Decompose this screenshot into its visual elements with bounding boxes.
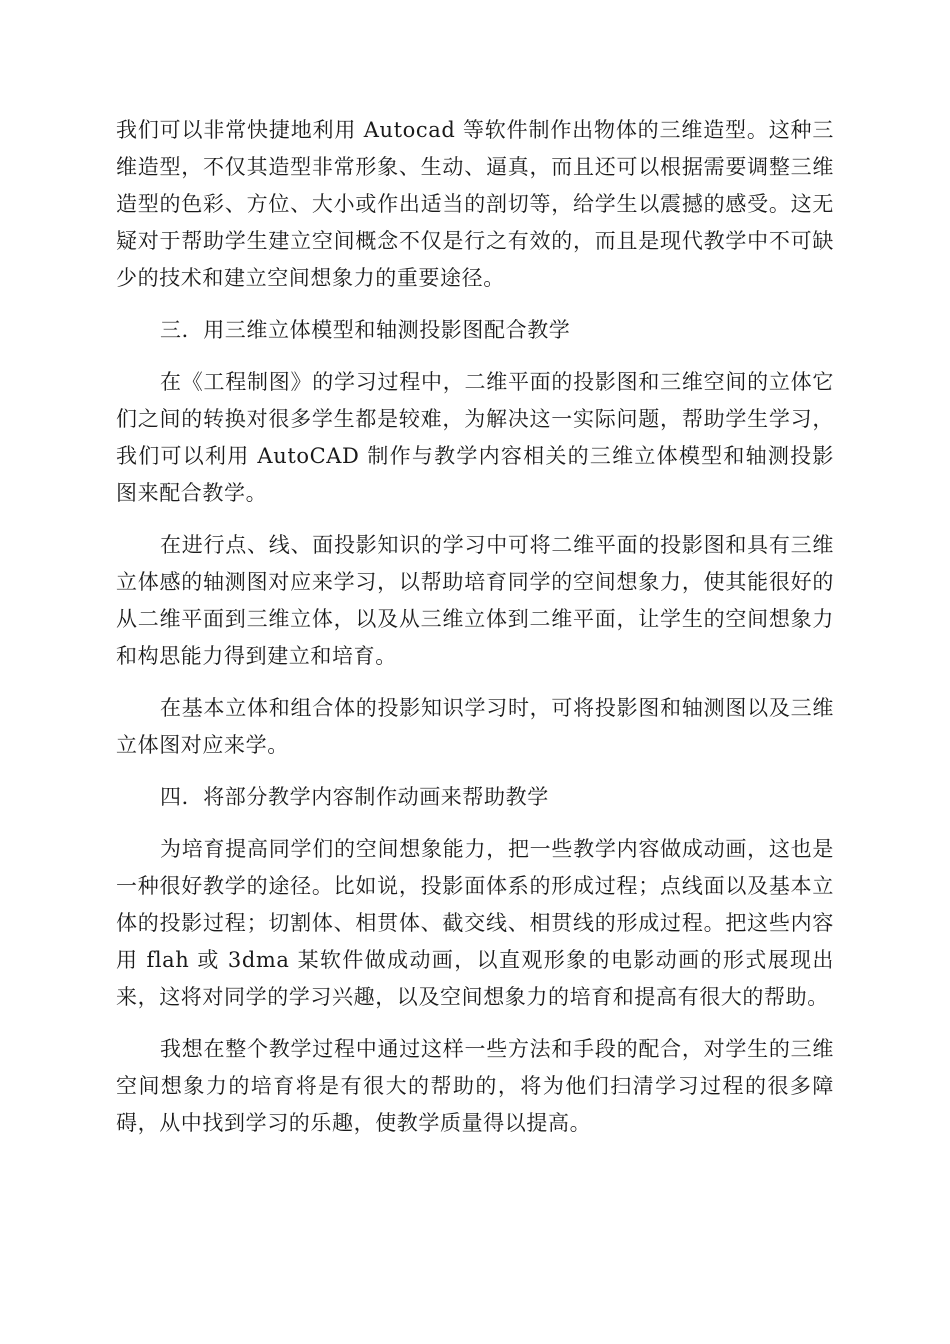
section-heading-4: 四．将部分教学内容制作动画来帮助教学 <box>160 785 549 809</box>
paragraph: 在进行点、线、面投影知识的学习中可将二维平面的投影图和具有三维立体感的轴测图对应来学习，以帮助培育同学的空间想象力，使其能很好的从二维平面到三维立体，以及从三维立体到二维平面，让学生的空间想象力和构思能力得到建立和培育。 <box>116 533 834 668</box>
paragraph: 我想在整个教学过程中通过这样一些方法和手段的配合，对学生的三维空间想象力的培育将是有很大的帮助的，将为他们扫清学习过程的很多障碍，从中找到学习的乐趣，使教学质量得以提高。 <box>116 1037 834 1135</box>
paragraph-continuation: 我们可以非常快捷地利用 Autocad 等软件制作出物体的三维造型。这种三维造型，不仅其造型非常形象、生动、逼真，而且还可以根据需要调整三维造型的色彩、方位、大小或作出适当的剖切等，给学生以震撼的感受。这无疑对于帮助学生建立空间概念不仅是行之有效的，而且是现代教学中不可缺少的技术和建立空间想象力的重要途径。 <box>116 118 834 290</box>
section-heading-3: 三．用三维立体模型和轴测投影图配合教学 <box>160 318 571 342</box>
paragraph: 在《工程制图》的学习过程中，二维平面的投影图和三维空间的立体它们之间的转换对很多学生都是较难，为解决这一实际问题，帮助学生学习，我们可以利用 AutoCAD 制作与教学内容相关的三维立体模型和轴测投影图来配合教学。 <box>116 370 834 505</box>
paragraph: 在基本立体和组合体的投影知识学习时，可将投影图和轴测图以及三维立体图对应来学。 <box>116 696 834 757</box>
paragraph: 为培育提高同学们的空间想象能力，把一些教学内容做成动画，这也是一种很好教学的途径。比如说，投影面体系的形成过程；点线面以及基本立体的投影过程；切割体、相贯体、截交线、相贯线的形成过程。把这些内容用 flah 或 3dma 某软件做成动画，以直观形象的电影动画的形式展现出来，这将对同学的学习兴趣，以及空间想象力的培育和提高有很大的帮助。 <box>116 837 834 1009</box>
document-body <box>116 112 834 1157</box>
